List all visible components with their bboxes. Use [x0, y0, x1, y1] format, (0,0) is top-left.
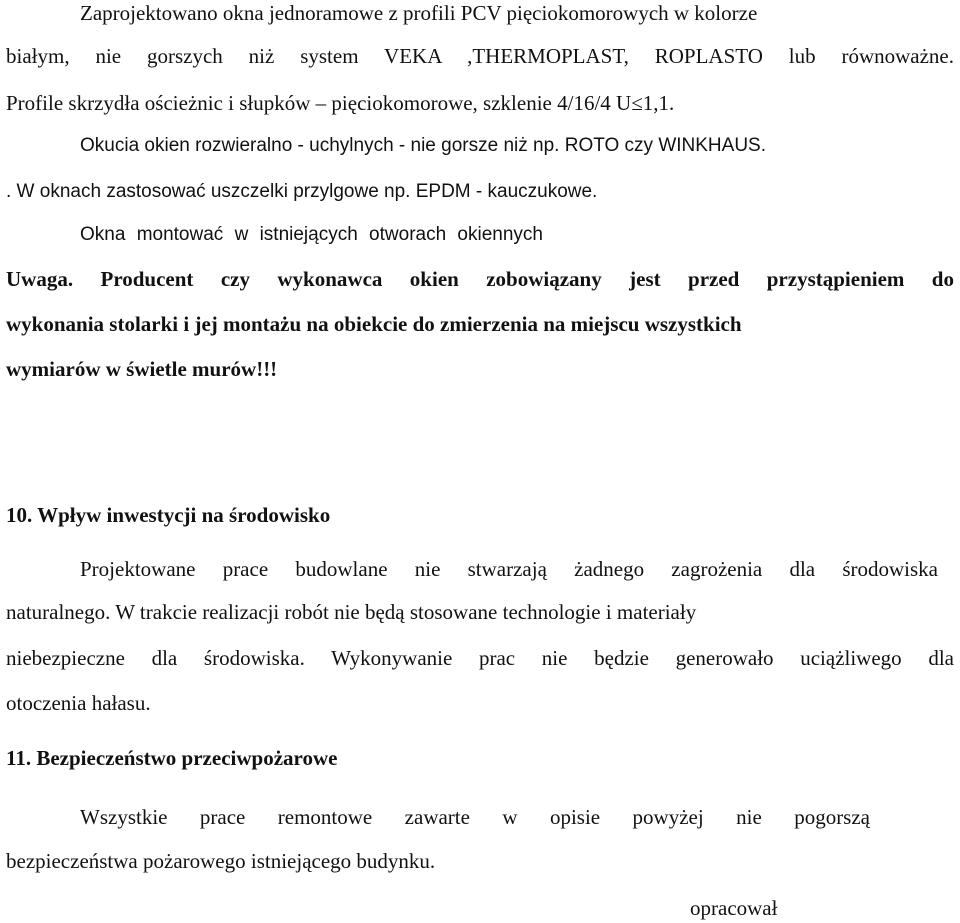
section-11-line-1: Wszystkie prace remontowe zawarte w opisie powyżej nie pogorszą: [80, 805, 870, 829]
windows-line-3: Profile skrzydła ościeżnic i słupków – pięciokomorowe, szklenie 4/16/4 U≤1,1.: [6, 91, 675, 115]
section-10-line-2: naturalnego. W trakcie realizacji robót nie będą stosowane technologie i materiały: [6, 600, 697, 624]
signature-label: opracował: [690, 896, 778, 920]
section-10-heading: 10. Wpływ inwestycji na środowisko: [6, 503, 331, 527]
windows-line-4: Okucia okien rozwieralno - uchylnych - nie gorsze niż np. ROTO czy WINKHAUS.: [80, 135, 766, 156]
section-11-heading: 11. Bezpieczeństwo przeciwpożarowe: [6, 746, 338, 770]
section-10-line-4: otoczenia hałasu.: [6, 691, 151, 715]
warning-line-1: Uwaga. Producent czy wykonawca okien zobowiązany jest przed przystąpieniem do: [6, 267, 954, 291]
windows-line-2: białym, nie gorszych niż system VEKA ,THERMOPLAST, ROPLASTO lub równoważne.: [6, 44, 954, 68]
section-11-line-2: bezpieczeństwa pożarowego istniejącego budynku.: [6, 849, 436, 873]
section-10-line-3: niebezpieczne dla środowiska. Wykonywanie prac nie będzie generowało uciążliwego dla: [6, 646, 954, 670]
warning-line-3: wymiarów w świetle murów!!!: [6, 357, 278, 381]
windows-line-1: Zaprojektowano okna jednoramowe z profili PCV pięciokomorowych w kolorze: [80, 1, 758, 25]
windows-line-5: . W oknach zastosować uszczelki przylgowe np. EPDM - kauczukowe.: [6, 181, 598, 202]
windows-line-6: Okna montować w istniejących otworach okiennych: [80, 224, 543, 245]
warning-line-2: wykonania stolarki i jej montażu na obiekcie do zmierzenia na miejscu wszystkich: [6, 312, 742, 336]
section-10-line-1: Projektowane prace budowlane nie stwarzają żadnego zagrożenia dla środowiska: [80, 557, 938, 581]
